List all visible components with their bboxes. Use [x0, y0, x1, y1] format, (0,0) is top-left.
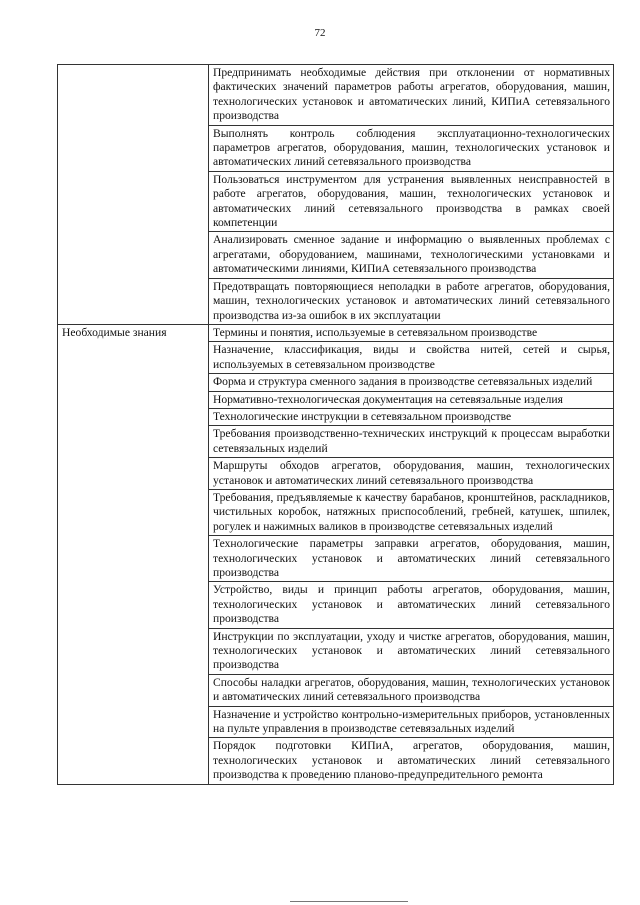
knowledge-item: Технологические параметры заправки агрегатов, оборудования, машин, технологических установок и автоматических линий сетевязального производства — [209, 536, 614, 582]
knowledge-item: Нормативно-технологическая документация на сетевязальные изделия — [209, 391, 614, 408]
page-number: 72 — [314, 27, 326, 39]
knowledge-item: Устройство, виды и принцип работы агрегатов, оборудования, машин, технологических установок и автоматических линий сетевязального производства — [209, 582, 614, 628]
knowledge-item: Термины и понятия, используемые в сетевязальном производстве — [209, 324, 614, 341]
knowledge-item: Назначение и устройство контрольно-измерительных приборов, установленных на пульте управления в производстве сетевязальных изделий — [209, 706, 614, 738]
skill-item: Предотвращать повторяющиеся неполадки в работе агрегатов, оборудования, машин, технологических установок и автоматических линий сетевязального производства из-за ошибок в их эксплуатации — [209, 278, 614, 324]
knowledge-item: Порядок подготовки КИПиА, агрегатов, оборудования, машин, технологических установок и автоматических линий сетевязального производства к проведению планово-предупредительного ремонта — [209, 738, 614, 784]
knowledge-item: Требования производственно-технических инструкций к процессам выработки сетевязальных изделий — [209, 426, 614, 458]
knowledge-item: Маршруты обходов агрегатов, оборудования, машин, технологических установок и автоматических линий сетевязального производства — [209, 458, 614, 490]
bottom-rule — [290, 901, 408, 902]
knowledge-item: Технологические инструкции в сетевязальном производстве — [209, 408, 614, 425]
table-row — [58, 65, 614, 126]
competency-table — [57, 64, 614, 785]
knowledge-item: Требования, предъявляемые к качеству барабанов, кронштейнов, раскладников, чистильных коробок, натяжных приспособлений, гребней, катушек, шпилек, рогулек и нажимных валиков в производстве сетевязальных изделий — [209, 489, 614, 535]
skill-item: Пользоваться инструментом для устранения выявленных неисправностей в работе агрегатов, оборудования, машин, технологических установок и автоматических линий сетевязального производства в рамках своей компетенции — [209, 171, 614, 232]
knowledge-label: Необходимые знания — [58, 324, 209, 784]
skill-item: Предпринимать необходимые действия при отклонении от нормативных фактических значений параметров работы агрегатов, оборудования, машин, технологических установок и автоматических линий, КИПиА сетевязального производства — [209, 65, 614, 126]
knowledge-item: Форма и структура сменного задания в производстве сетевязальных изделий — [209, 374, 614, 391]
skill-item: Выполнять контроль соблюдения эксплуатационно-технологических параметров агрегатов, оборудования, машин, технологических установок и автоматических линий сетевязального производства — [209, 125, 614, 171]
knowledge-item: Назначение, классификация, виды и свойства нитей, сетей и сырья, используемых в сетевязальном производстве — [209, 342, 614, 374]
knowledge-item: Способы наладки агрегатов, оборудования, машин, технологических установок и автоматических линий сетевязального производства — [209, 674, 614, 706]
knowledge-item: Инструкции по эксплуатации, уходу и чистке агрегатов, оборудования, машин, технологических установок и автоматических линий сетевязального производства — [209, 628, 614, 674]
skill-item: Анализировать сменное задание и информацию о выявленных проблемах с агрегатами, оборудованием, машинами, технологическими установками и автоматическими линиями, КИПиА сетевязального производства — [209, 232, 614, 278]
section-label-cell — [58, 65, 209, 325]
table-row — [58, 324, 614, 341]
